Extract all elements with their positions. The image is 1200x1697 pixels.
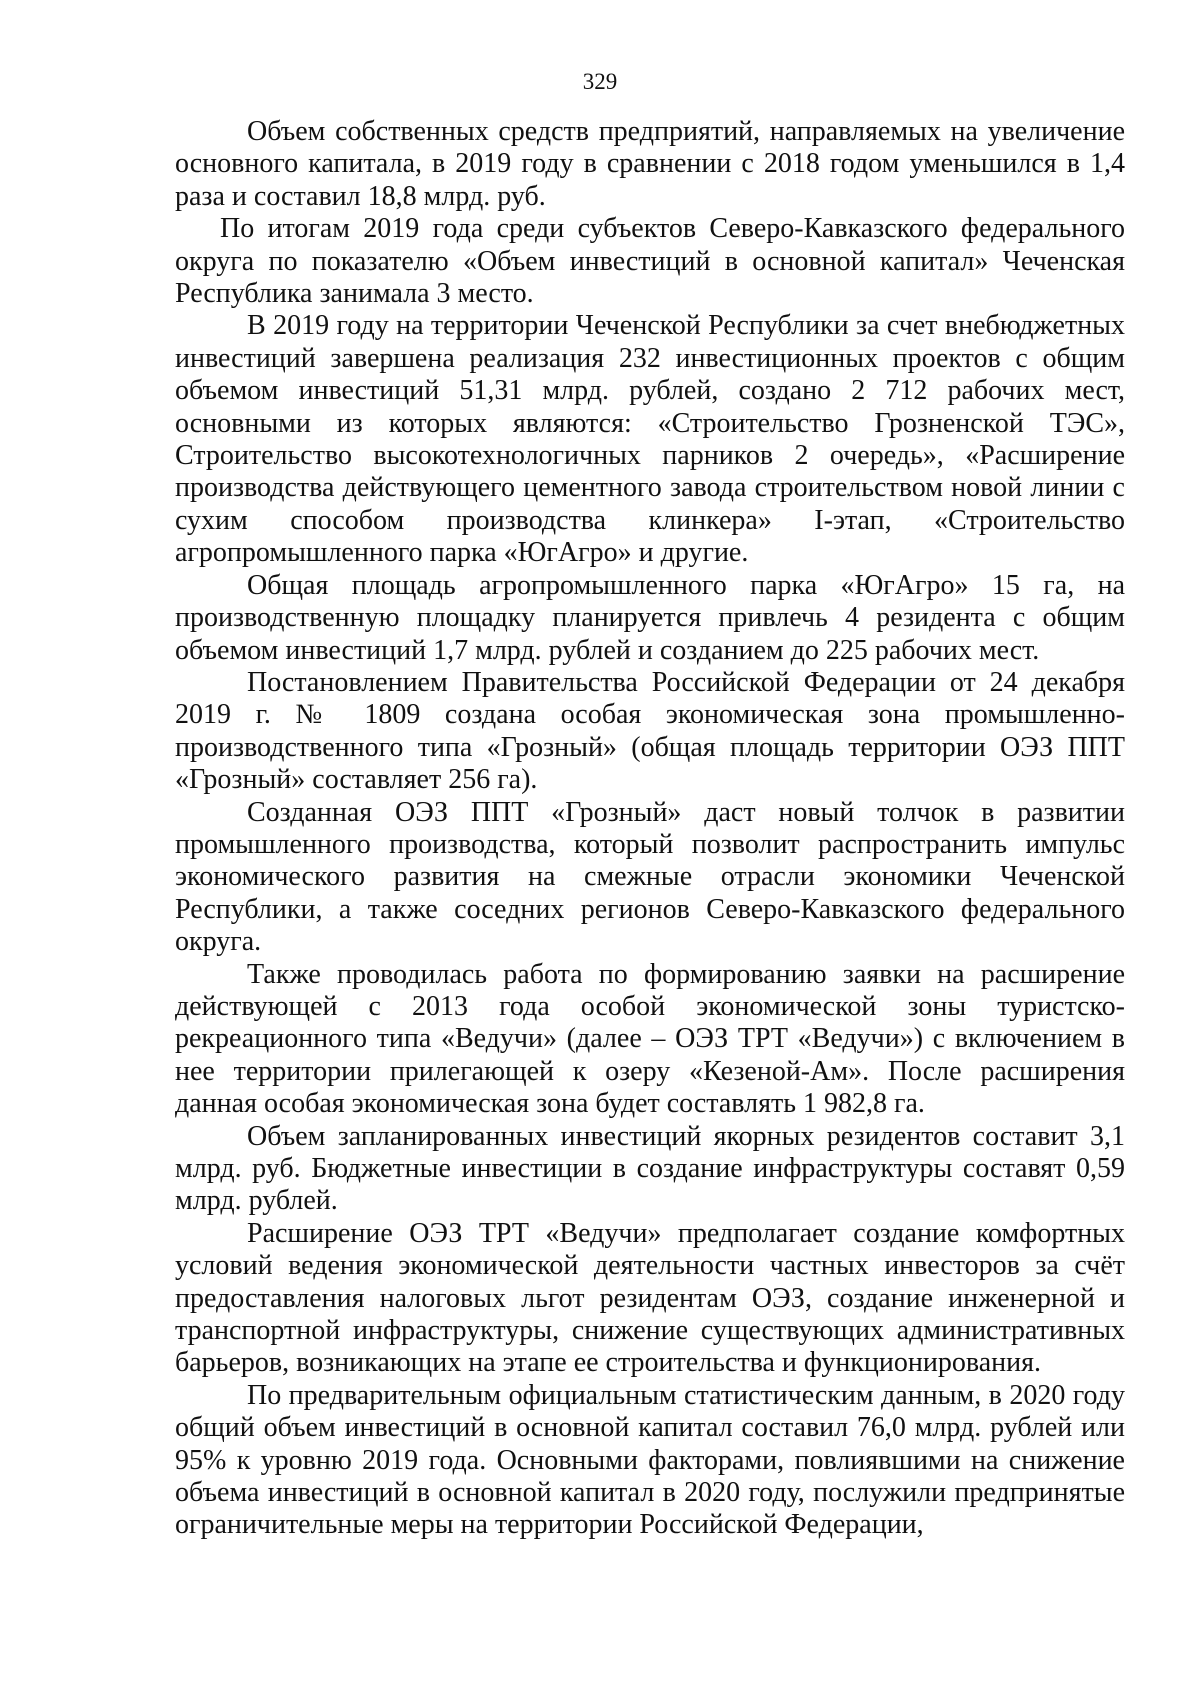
document-body (175, 116, 1125, 1542)
paragraph-anchor-investments: Объем запланированных инвестиций якорных резидентов составит 3,1 млрд. руб. Бюджетные инвестиции в создание инфраструктуры составят 0,59 млрд. рублей. (175, 1120, 1125, 1217)
paragraph-government-decree: Постановлением Правительства Российской Федерации от 24 декабря 2019 г. № 1809 создана особая экономическая зона промышленно-производственного типа «Грозный» (общая площадь территории ОЭЗ ППТ «Грозный» составляет 256 га). (175, 666, 1125, 796)
page-number: 329 (582, 69, 618, 94)
paragraph-2020-statistics: По предварительным официальным статистическим данным, в 2020 году общий объем инвестиций в основной капитал составил 76,0 млрд. рублей или 95% к уровню 2019 года. Основными факторами, повлиявшими на снижение объема инвестиций в основной капитал в 2020 году, послужили предпринятые ограничительные меры на территории Российской Федерации, (175, 1379, 1125, 1541)
paragraph-own-funds: Объем собственных средств предприятий, направляемых на увеличение основного капитала, в 2019 году в сравнении с 2018 годом уменьшился в 1,4 раза и составил 18,8 млрд. руб. (175, 116, 1125, 212)
paragraph-district-ranking: По итогам 2019 года среди субъектов Северо-Кавказского федерального округа по показателю «Объем инвестиций в основной капитал» Чеченская Республика занимала 3 место. (175, 213, 1125, 310)
paragraph-agro-park: Общая площадь агропромышленного парка «ЮгАгро» 15 га, на производственную площадку планируется привлечь 4 резидента с общим объемом инвестиций 1,7 млрд. рублей и созданием до 225 рабочих мест. (175, 569, 1125, 666)
paragraph-veduchi-conditions: Расширение ОЭЗ ТРТ «Ведучи» предполагает создание комфортных условий ведения экономической деятельности частных инвесторов за счёт предоставления налоговых льгот резидентам ОЭЗ, создание инженерной и транспортной инфраструктуры, снижение существующих административных барьеров, возникающих на этапе ее строительства и функционирования. (175, 1217, 1125, 1379)
paragraph-sez-grozny: Созданная ОЭЗ ППТ «Грозный» даст новый толчок в развитии промышленного производства, который позволит распространить импульс экономического развития на смежные отрасли экономики Чеченской Республики, а также соседних регионов Северо-Кавказского федерального округа. (175, 796, 1125, 958)
paragraph-investment-projects: В 2019 году на территории Чеченской Республики за счет внебюджетных инвестиций завершена реализация 232 инвестиционных проектов с общим объемом инвестиций 51,31 млрд. рублей, создано 2 712 рабочих мест, основными из которых являются: «Строительство Грозненской ТЭС», Строительство высокотехнологичных парников 2 очередь», «Расширение производства действующего цементного завода строительством новой линии с сухим способом производства клинкера» I-этап, «Строительство агропромышленного парка «ЮгАгро» и другие. (175, 310, 1125, 569)
paragraph-veduchi-expansion: Также проводилась работа по формированию заявки на расширение действующей с 2013 года особой экономической зоны туристско-рекреационного типа «Ведучи» (далее – ОЭЗ ТРТ «Ведучи») с включением в нее территории прилегающей к озеру «Кезеной-Ам». После расширения данная особая экономическая зона будет составлять 1 982,8 га. (175, 958, 1125, 1120)
